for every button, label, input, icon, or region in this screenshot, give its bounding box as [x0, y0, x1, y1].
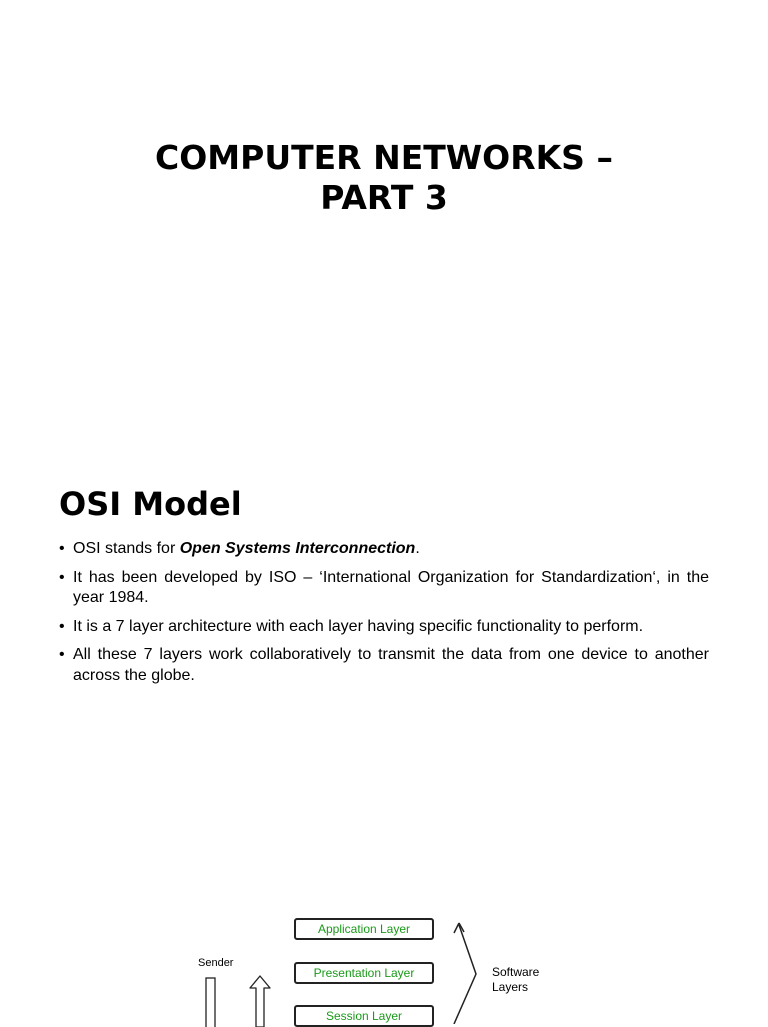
sender-bar-icon: [205, 977, 217, 1027]
software-layers-label: [492, 965, 539, 995]
software-layers-label-line-1: Software: [492, 965, 540, 979]
bullet-text-pre: OSI stands for: [73, 540, 180, 557]
bullet-dot: •: [59, 646, 65, 663]
osi-diagram: [190, 905, 570, 1024]
bullet-item: [59, 568, 709, 609]
slide-title: [0, 138, 768, 218]
software-layers-label-line-2: Layers: [492, 980, 529, 994]
bullet-dot: •: [59, 617, 65, 635]
section-heading: OSI Model: [59, 485, 242, 523]
bullet-text-post: .: [415, 540, 420, 557]
layer-box-application: Application Layer: [294, 918, 434, 940]
layer-box-presentation: Presentation Layer: [294, 962, 434, 984]
bullet-item: [59, 645, 709, 686]
bullet-text: It has been developed by ISO – ‘International Organization for Standardization‘, in the year 1984.: [73, 568, 709, 606]
bullet-text: All these 7 layers work collaboratively to transmit the data from one device to another across the globe.: [73, 646, 709, 684]
layer-box-session: Session Layer: [294, 1005, 434, 1027]
bullet-emphasis: Open Systems Interconnection: [179, 540, 416, 557]
brace-arrow-icon: [448, 919, 488, 1024]
bullet-list: [59, 539, 709, 694]
slide-title-line-2: PART 3: [320, 178, 448, 217]
bullet-dot: •: [59, 568, 65, 586]
slide-title-line-1: COMPUTER NETWORKS –: [155, 138, 613, 177]
up-arrow-icon: [248, 975, 272, 1027]
bullet-item: [59, 539, 709, 560]
sender-label: Sender: [198, 957, 234, 969]
bullet-item: [59, 617, 709, 638]
bullet-text: It is a 7 layer architecture with each layer having specific functionality to perform.: [73, 617, 644, 635]
bullet-dot: •: [59, 540, 65, 557]
